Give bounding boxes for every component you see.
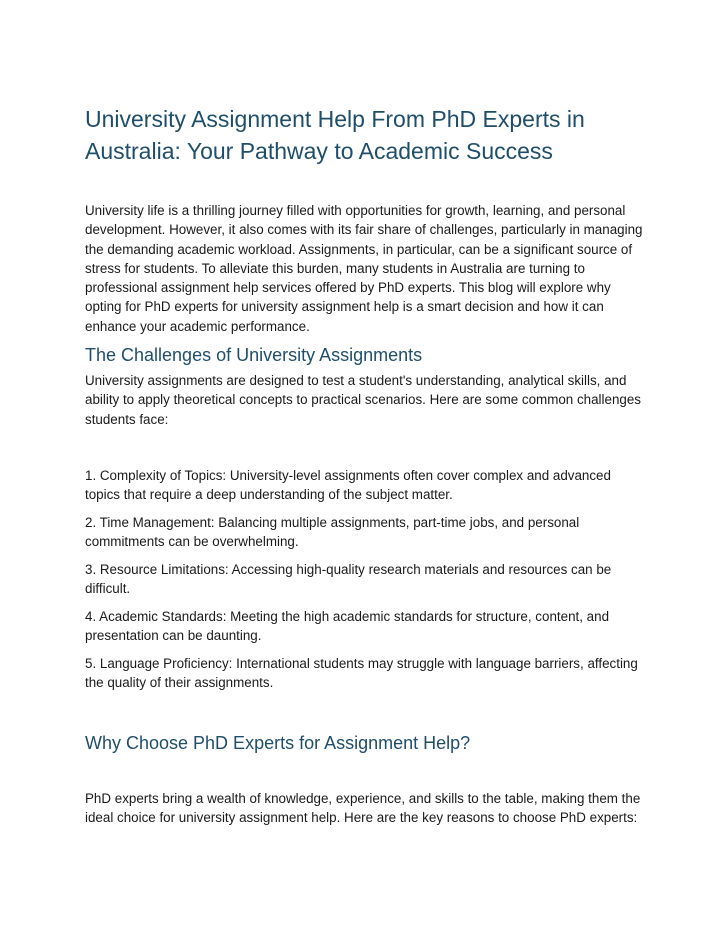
document-title: University Assignment Help From PhD Experts in Australia: Your Pathway to Academic Success — [85, 106, 585, 164]
why-phd-intro-paragraph: PhD experts bring a wealth of knowledge, experience, and skills to the table, making them the ideal choice for university assignment help. Here are the key reasons to choose PhD experts: — [85, 791, 641, 826]
section-heading-challenges: The Challenges of University Assignments — [85, 345, 423, 365]
challenge-item-2: 2. Time Management: Balancing multiple assignments, part-time jobs, and personal commitments can be overwhelming. — [85, 515, 580, 550]
challenge-item-1: 1. Complexity of Topics: University-level assignments often cover complex and advanced topics that require a deep understanding of the subject matter. — [85, 468, 611, 503]
intro-paragraph: University life is a thrilling journey filled with opportunities for growth, learning, and personal development. However, it also comes with its fair share of challenges, particularly in managing the demanding academic workload. Assignments, in particular, can be a significant source of stress for students. To alleviate this burden, many students in Australia are turning to professional assignment help services offered by PhD experts. This blog will explore why opting for PhD experts for university assignment help is a smart decision and how it can enhance your academic performance. — [85, 203, 643, 334]
challenge-item-4: 4. Academic Standards: Meeting the high academic standards for structure, content, and presentation can be daunting. — [85, 609, 610, 644]
challenges-intro-paragraph: University assignments are designed to test a student's understanding, analytical skills, and ability to apply theoretical concepts to practical scenarios. Here are some common challenges students face: — [85, 373, 641, 427]
challenge-item-3: 3. Resource Limitations: Accessing high-quality research materials and resources can be difficult. — [85, 562, 612, 597]
section-heading-why-phd: Why Choose PhD Experts for Assignment Help? — [85, 733, 471, 753]
challenge-item-5: 5. Language Proficiency: International students may struggle with language barriers, affecting the quality of their assignments. — [85, 656, 638, 691]
